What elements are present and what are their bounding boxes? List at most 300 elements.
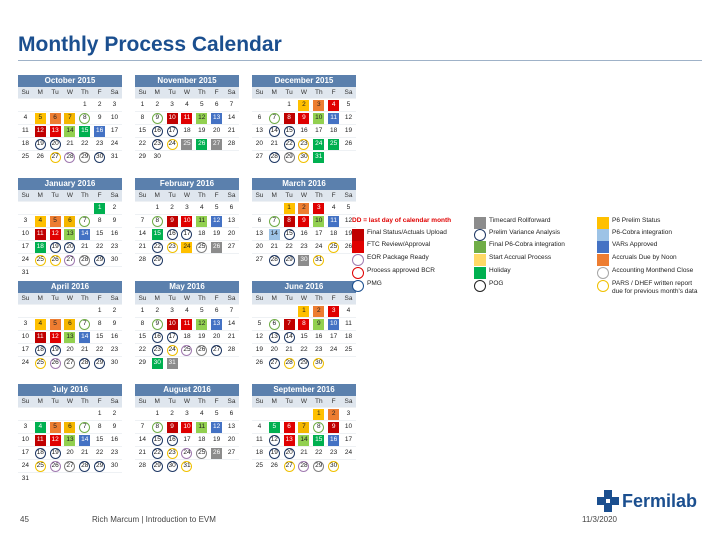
day-cell bbox=[48, 434, 63, 446]
legend-item bbox=[597, 280, 704, 295]
day-number bbox=[50, 203, 61, 214]
day-number: 18 bbox=[198, 435, 206, 443]
day-cell bbox=[252, 447, 267, 459]
day-number: 25 bbox=[35, 255, 46, 266]
legend-label: DD = last day of calendar month bbox=[352, 217, 452, 224]
day-cell bbox=[77, 202, 92, 214]
day-number: 28 bbox=[79, 461, 90, 472]
day-cell bbox=[267, 408, 282, 420]
day-number bbox=[20, 100, 31, 111]
day-cell bbox=[297, 254, 312, 266]
day-number: 13 bbox=[64, 435, 75, 446]
day-number: 19 bbox=[269, 448, 280, 459]
day-number: 12 bbox=[196, 319, 207, 330]
weekday-label: F bbox=[214, 192, 219, 199]
legend-label: Prelim Variance Analysis bbox=[489, 229, 561, 236]
day-number: 30 bbox=[298, 255, 309, 266]
legend-item bbox=[474, 217, 551, 229]
day-number bbox=[79, 203, 90, 214]
day-number: 2 bbox=[112, 306, 117, 314]
day-number: 7 bbox=[269, 216, 280, 227]
weekday-label: Sa bbox=[344, 295, 353, 302]
day-number bbox=[64, 306, 75, 317]
day-cell bbox=[18, 305, 33, 317]
day-cell bbox=[252, 215, 267, 227]
day-number: 28 bbox=[269, 255, 280, 266]
day-number: 23 bbox=[315, 345, 323, 353]
day-cell bbox=[194, 357, 209, 369]
day-number: 8 bbox=[140, 113, 145, 121]
day-number bbox=[196, 358, 207, 369]
day-cell bbox=[48, 473, 63, 485]
day-cell bbox=[18, 254, 33, 266]
day-number: 16 bbox=[328, 435, 339, 446]
day-cell bbox=[224, 447, 239, 459]
day-number: 30 bbox=[153, 152, 161, 160]
week-row bbox=[252, 356, 356, 369]
day-number: 5 bbox=[50, 422, 61, 433]
day-cell bbox=[282, 151, 297, 163]
day-number: 11 bbox=[256, 435, 263, 443]
day-cell bbox=[165, 228, 180, 240]
day-cell bbox=[135, 202, 150, 214]
day-number: 4 bbox=[199, 409, 204, 417]
day-cell bbox=[224, 112, 239, 124]
month-calendar bbox=[252, 178, 356, 266]
day-number: 20 bbox=[50, 139, 61, 150]
day-cell bbox=[48, 344, 63, 356]
day-cell bbox=[135, 138, 150, 150]
day-number: 22 bbox=[96, 242, 104, 250]
day-cell bbox=[224, 99, 239, 111]
day-number: 25 bbox=[35, 358, 46, 369]
day-cell bbox=[252, 357, 267, 369]
day-cell bbox=[252, 138, 267, 150]
month-header: March 2016 bbox=[252, 178, 356, 190]
day-cell bbox=[311, 421, 326, 433]
day-number: 16 bbox=[152, 332, 163, 343]
day-cell bbox=[48, 318, 63, 330]
day-cell bbox=[194, 344, 209, 356]
day-cell bbox=[135, 215, 150, 227]
month-header: November 2015 bbox=[135, 75, 239, 87]
day-cell bbox=[209, 408, 224, 420]
day-cell bbox=[282, 241, 297, 253]
day-cell bbox=[326, 460, 341, 472]
day-cell bbox=[63, 357, 78, 369]
day-number: 24 bbox=[181, 242, 192, 253]
day-cell bbox=[77, 112, 92, 124]
day-number: 5 bbox=[50, 216, 61, 227]
day-number: 2 bbox=[298, 203, 309, 214]
day-cell bbox=[297, 202, 312, 214]
day-cell bbox=[150, 447, 165, 459]
day-number: 12 bbox=[50, 229, 61, 240]
day-cell bbox=[341, 421, 356, 433]
weekday-label: Sa bbox=[110, 295, 119, 302]
day-cell bbox=[77, 125, 92, 137]
day-number: 11 bbox=[35, 332, 46, 343]
day-number: 24 bbox=[21, 255, 30, 263]
week-row bbox=[18, 266, 122, 279]
weekday-label: Th bbox=[315, 192, 323, 199]
day-number bbox=[20, 203, 31, 214]
day-number: 13 bbox=[284, 435, 295, 446]
weekday-label: Tu bbox=[51, 295, 59, 302]
day-number: 3 bbox=[112, 100, 117, 108]
day-number: 25 bbox=[181, 139, 192, 150]
weekday-row bbox=[252, 190, 356, 201]
day-number: 23 bbox=[167, 448, 178, 459]
day-cell bbox=[135, 151, 150, 163]
day-number bbox=[343, 358, 354, 369]
weekday-label: Tu bbox=[285, 295, 293, 302]
weekday-label: Th bbox=[81, 192, 89, 199]
week-row bbox=[18, 240, 122, 253]
day-number: 24 bbox=[344, 448, 353, 456]
day-number: 30 bbox=[167, 461, 178, 472]
day-number: 15 bbox=[96, 229, 104, 237]
week-row bbox=[252, 111, 356, 124]
day-number: 13 bbox=[255, 126, 264, 134]
day-number: 3 bbox=[346, 409, 351, 417]
day-number: 18 bbox=[330, 126, 338, 134]
weekday-label: Su bbox=[138, 295, 147, 302]
day-cell bbox=[326, 434, 341, 446]
day-cell bbox=[209, 228, 224, 240]
day-number: 11 bbox=[35, 229, 46, 240]
weekday-label: W bbox=[300, 295, 308, 302]
day-cell bbox=[341, 99, 356, 111]
day-number: 9 bbox=[112, 319, 117, 327]
weekday-label: M bbox=[37, 192, 43, 199]
day-cell bbox=[194, 151, 209, 163]
legend-item bbox=[597, 254, 677, 266]
day-number bbox=[137, 203, 148, 214]
day-cell bbox=[92, 473, 107, 485]
day-cell bbox=[267, 331, 282, 343]
day-number: 16 bbox=[315, 332, 323, 340]
day-cell bbox=[135, 421, 150, 433]
day-cell bbox=[194, 138, 209, 150]
day-cell bbox=[48, 254, 63, 266]
week-row bbox=[252, 420, 356, 433]
day-cell bbox=[209, 241, 224, 253]
day-number bbox=[79, 474, 90, 485]
day-cell bbox=[165, 138, 180, 150]
day-number bbox=[254, 203, 265, 214]
day-number: 19 bbox=[198, 332, 206, 340]
day-cell bbox=[165, 357, 180, 369]
day-cell bbox=[194, 228, 209, 240]
day-cell bbox=[92, 138, 107, 150]
day-number: 24 bbox=[110, 139, 119, 147]
day-cell bbox=[209, 202, 224, 214]
month-header: September 2016 bbox=[252, 384, 356, 396]
day-cell bbox=[180, 215, 195, 227]
weekday-label: W bbox=[300, 192, 308, 199]
day-number bbox=[35, 203, 46, 214]
weekday-label: Sa bbox=[110, 398, 119, 405]
day-cell bbox=[297, 357, 312, 369]
day-cell bbox=[326, 408, 341, 420]
day-cell bbox=[165, 421, 180, 433]
day-cell bbox=[107, 305, 122, 317]
weekday-label: Su bbox=[255, 192, 264, 199]
day-number: 26 bbox=[344, 139, 353, 147]
day-number: 21 bbox=[270, 242, 278, 250]
day-number: 15 bbox=[300, 332, 308, 340]
weekday-row bbox=[18, 190, 122, 201]
weekday-label: F bbox=[214, 295, 219, 302]
legend-item bbox=[352, 254, 429, 266]
week-row bbox=[18, 356, 122, 369]
day-number: 8 bbox=[152, 216, 163, 227]
day-cell bbox=[326, 331, 341, 343]
day-number bbox=[211, 461, 222, 472]
day-number: 13 bbox=[227, 216, 236, 224]
legend-item bbox=[597, 217, 660, 229]
day-cell bbox=[297, 138, 312, 150]
day-cell bbox=[135, 434, 150, 446]
day-cell bbox=[194, 305, 209, 317]
day-number: 14 bbox=[79, 435, 90, 446]
day-number: 26 bbox=[50, 461, 61, 472]
week-row bbox=[18, 150, 122, 163]
week-row bbox=[135, 304, 239, 317]
day-number: 8 bbox=[97, 216, 102, 224]
day-number: 5 bbox=[50, 319, 61, 330]
weekday-label: M bbox=[154, 295, 160, 302]
day-number: 4 bbox=[199, 203, 204, 211]
day-cell bbox=[107, 331, 122, 343]
day-number: 2 bbox=[155, 100, 160, 108]
day-cell bbox=[326, 357, 341, 369]
day-cell bbox=[267, 344, 282, 356]
legend-item bbox=[352, 229, 447, 241]
weekday-row bbox=[135, 190, 239, 201]
day-number: 23 bbox=[330, 448, 338, 456]
week-row bbox=[252, 150, 356, 163]
day-cell bbox=[252, 434, 267, 446]
day-number: 14 bbox=[227, 113, 236, 121]
day-cell bbox=[150, 202, 165, 214]
week-row bbox=[18, 253, 122, 266]
day-number: 9 bbox=[298, 216, 309, 227]
day-number: 24 bbox=[315, 242, 323, 250]
day-cell bbox=[107, 267, 122, 279]
month-calendar bbox=[252, 281, 356, 369]
day-cell bbox=[77, 434, 92, 446]
day-cell bbox=[107, 408, 122, 420]
day-number: 13 bbox=[211, 319, 222, 330]
week-row bbox=[252, 343, 356, 356]
week-row bbox=[252, 98, 356, 111]
day-cell bbox=[194, 460, 209, 472]
day-number: 24 bbox=[330, 345, 338, 353]
week-row bbox=[18, 227, 122, 240]
day-number bbox=[284, 306, 295, 317]
day-number bbox=[64, 474, 75, 485]
day-number: 21 bbox=[300, 448, 308, 456]
day-number: 28 bbox=[227, 139, 236, 147]
weekday-label: Sa bbox=[227, 398, 236, 405]
day-cell bbox=[326, 228, 341, 240]
day-cell bbox=[311, 151, 326, 163]
day-cell bbox=[252, 408, 267, 420]
day-number: 1 bbox=[97, 409, 102, 417]
day-cell bbox=[33, 344, 48, 356]
day-number bbox=[211, 255, 222, 266]
month-header: May 2016 bbox=[135, 281, 239, 293]
day-number bbox=[211, 152, 222, 163]
day-number bbox=[35, 474, 46, 485]
fermilab-logo bbox=[597, 490, 697, 512]
week-row bbox=[18, 111, 122, 124]
day-cell bbox=[63, 151, 78, 163]
day-cell bbox=[165, 99, 180, 111]
weekday-label: M bbox=[37, 295, 43, 302]
day-cell bbox=[63, 202, 78, 214]
weekday-label: W bbox=[66, 89, 74, 96]
day-cell bbox=[194, 112, 209, 124]
day-cell bbox=[77, 151, 92, 163]
day-number: 14 bbox=[269, 229, 280, 240]
day-number: 14 bbox=[298, 435, 309, 446]
legend-item bbox=[474, 280, 503, 292]
day-cell bbox=[77, 138, 92, 150]
day-cell bbox=[135, 460, 150, 472]
day-cell bbox=[180, 344, 195, 356]
day-cell bbox=[150, 215, 165, 227]
day-cell bbox=[48, 112, 63, 124]
day-number bbox=[64, 409, 75, 420]
day-number: 20 bbox=[66, 448, 74, 456]
day-cell bbox=[224, 254, 239, 266]
day-number: 3 bbox=[23, 422, 28, 430]
day-number: 29 bbox=[138, 152, 147, 160]
day-number: 28 bbox=[138, 255, 147, 263]
weekday-label: W bbox=[183, 89, 191, 96]
day-number: 14 bbox=[227, 319, 236, 327]
day-number: 27 bbox=[255, 255, 264, 263]
month-calendar bbox=[18, 384, 122, 485]
day-number: 19 bbox=[198, 126, 206, 134]
week-row bbox=[135, 343, 239, 356]
day-cell bbox=[92, 408, 107, 420]
day-cell bbox=[311, 434, 326, 446]
legend-item bbox=[352, 267, 435, 279]
day-cell bbox=[107, 473, 122, 485]
day-number: 14 bbox=[79, 229, 90, 240]
day-cell bbox=[267, 202, 282, 214]
day-cell bbox=[341, 202, 356, 214]
day-number: 24 bbox=[167, 345, 178, 356]
day-cell bbox=[297, 421, 312, 433]
day-cell bbox=[224, 228, 239, 240]
day-number: 17 bbox=[183, 435, 191, 443]
week-row bbox=[135, 98, 239, 111]
day-number: 30 bbox=[298, 152, 309, 163]
weekday-label: Tu bbox=[168, 89, 176, 96]
week-row bbox=[18, 459, 122, 472]
weekday-label: M bbox=[271, 89, 277, 96]
day-number: 2 bbox=[155, 306, 160, 314]
day-number: 6 bbox=[229, 203, 234, 211]
day-cell bbox=[224, 344, 239, 356]
day-number: 19 bbox=[50, 242, 61, 253]
day-cell bbox=[107, 254, 122, 266]
day-number bbox=[328, 255, 339, 266]
day-cell bbox=[33, 241, 48, 253]
day-cell bbox=[297, 344, 312, 356]
day-number: 26 bbox=[196, 139, 207, 150]
day-number: 10 bbox=[167, 319, 178, 330]
day-cell bbox=[224, 357, 239, 369]
day-cell bbox=[297, 460, 312, 472]
day-cell bbox=[311, 447, 326, 459]
day-cell bbox=[252, 331, 267, 343]
day-cell bbox=[150, 460, 165, 472]
day-cell bbox=[18, 228, 33, 240]
day-cell bbox=[18, 241, 33, 253]
day-cell bbox=[209, 112, 224, 124]
legend-label: PMG bbox=[367, 280, 382, 287]
week-row bbox=[18, 317, 122, 330]
legend-label: FTC Review/Approval bbox=[367, 241, 431, 248]
weekday-label: F bbox=[97, 192, 102, 199]
day-cell bbox=[311, 112, 326, 124]
day-number: 17 bbox=[21, 448, 30, 456]
day-number: 5 bbox=[214, 203, 219, 211]
day-number: 21 bbox=[285, 345, 293, 353]
day-number: 24 bbox=[167, 139, 178, 150]
slide-title: Monthly Process Calendar bbox=[18, 33, 282, 56]
day-cell bbox=[18, 473, 33, 485]
day-cell bbox=[209, 344, 224, 356]
month-calendar bbox=[135, 75, 239, 163]
day-cell bbox=[150, 318, 165, 330]
day-number: 26 bbox=[50, 255, 61, 266]
day-number: 4 bbox=[328, 100, 339, 111]
day-number: 3 bbox=[328, 306, 339, 317]
day-number: 18 bbox=[183, 332, 191, 340]
day-number: 6 bbox=[50, 113, 61, 124]
day-cell bbox=[165, 408, 180, 420]
day-cell bbox=[282, 318, 297, 330]
day-cell bbox=[77, 254, 92, 266]
day-number: 1 bbox=[287, 100, 291, 108]
day-number: 26 bbox=[255, 358, 264, 366]
day-cell bbox=[180, 125, 195, 137]
day-number: 20 bbox=[284, 448, 295, 459]
day-cell bbox=[77, 447, 92, 459]
day-cell bbox=[267, 460, 282, 472]
weekday-label: M bbox=[271, 295, 277, 302]
week-row bbox=[135, 330, 239, 343]
day-cell bbox=[252, 344, 267, 356]
day-number bbox=[35, 306, 46, 317]
day-number: 23 bbox=[167, 242, 178, 253]
day-number: 16 bbox=[167, 435, 178, 446]
day-cell bbox=[150, 112, 165, 124]
day-number: 10 bbox=[21, 435, 30, 443]
day-number bbox=[254, 100, 265, 111]
day-cell bbox=[297, 215, 312, 227]
day-cell bbox=[252, 151, 267, 163]
day-number: 18 bbox=[255, 448, 264, 456]
day-cell bbox=[252, 318, 267, 330]
